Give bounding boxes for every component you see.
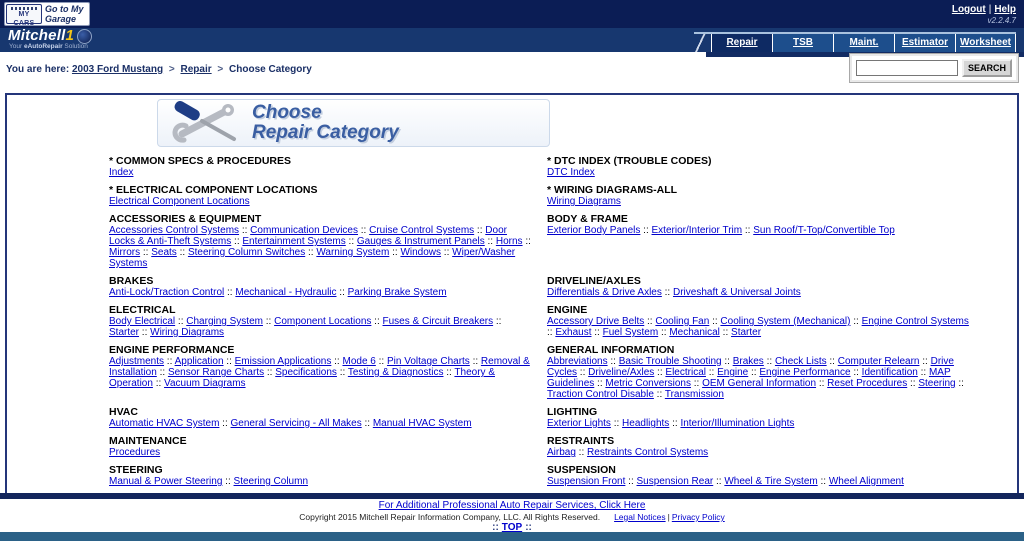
go-to-my-garage-button[interactable] <box>4 2 90 26</box>
page-title-line1: Choose <box>252 102 322 123</box>
category-link[interactable]: Restraints Control Systems <box>587 447 709 458</box>
search-box <box>849 53 1019 83</box>
link-separator: :: <box>140 247 152 258</box>
category-section <box>547 435 985 458</box>
link-separator: :: <box>644 316 656 327</box>
main-content <box>5 93 1019 493</box>
link-separator: :: <box>669 418 681 429</box>
banner-band <box>157 99 550 147</box>
link-separator: :: <box>331 356 343 367</box>
category-link[interactable]: Seats <box>151 247 177 258</box>
category-link[interactable]: Component Locations <box>274 316 372 327</box>
category-links <box>109 418 533 429</box>
category-link[interactable]: DTC Index <box>547 167 595 178</box>
link-separator: :: <box>850 367 862 378</box>
category-link[interactable]: Fuel System <box>602 327 659 338</box>
category-link[interactable]: Application <box>174 356 224 367</box>
category-link[interactable]: Suspension Rear <box>636 476 714 487</box>
category-row <box>109 155 985 184</box>
category-link[interactable]: Wiper/Washer Systems <box>109 247 516 269</box>
category-row <box>109 213 985 275</box>
category-link[interactable]: Gauges & Instrument Panels <box>356 236 485 247</box>
breadcrumb-vehicle-link[interactable]: 2003 Ford Mustang <box>71 64 164 75</box>
breadcrumb-repair-link[interactable]: Repair <box>180 64 212 75</box>
link-separator: :: <box>484 236 496 247</box>
plate-label: MY CARS <box>13 11 35 27</box>
category-link[interactable]: Cruise Control Systems <box>369 225 475 236</box>
category-section <box>109 184 547 207</box>
category-link[interactable]: Abbreviations <box>547 356 608 367</box>
category-heading: ENGINE <box>547 304 588 316</box>
link-separator: :: <box>176 247 188 258</box>
category-heading: ACCESSORIES & EQUIPMENT <box>109 213 262 225</box>
link-separator: :: <box>742 225 754 236</box>
search-input[interactable] <box>856 60 958 76</box>
category-links <box>547 196 971 207</box>
category-link[interactable]: Manual HVAC System <box>372 418 472 429</box>
page-title-line2: Repair Category <box>252 122 399 143</box>
category-section <box>109 304 547 338</box>
category-link[interactable]: Mechanical <box>669 327 720 338</box>
mitchell1-logo <box>8 28 92 44</box>
brand-name: Mitchell <box>8 27 66 44</box>
category-link[interactable]: Traction Control Disable <box>547 389 654 400</box>
category-link[interactable]: Electrical Component Locations <box>109 196 250 207</box>
top-bar <box>0 0 1024 28</box>
category-section <box>109 435 547 458</box>
category-link[interactable]: Starter <box>109 327 140 338</box>
category-link[interactable]: Accessories Control Systems <box>109 225 240 236</box>
category-link[interactable]: OEM General Information <box>702 378 817 389</box>
category-row <box>109 406 985 435</box>
link-separator: :: <box>474 225 486 236</box>
link-separator: :: <box>222 476 234 487</box>
category-link[interactable]: Wiring Diagrams <box>150 327 225 338</box>
legal-separator: | <box>667 512 670 522</box>
category-link[interactable]: Wheel & Tire System <box>724 476 818 487</box>
category-links <box>547 287 971 298</box>
category-link[interactable]: Computer Relearn <box>837 356 920 367</box>
category-links <box>547 316 971 338</box>
category-link[interactable]: Adjustments <box>109 356 165 367</box>
link-separator: :: <box>361 418 373 429</box>
category-heading: * DTC INDEX (TROUBLE CODES) <box>547 155 712 167</box>
tab-worksheet[interactable]: Worksheet <box>955 34 1016 52</box>
link-separator: :: <box>917 367 929 378</box>
category-link[interactable]: Reset Procedures <box>827 378 908 389</box>
category-heading: ELECTRICAL <box>109 304 176 316</box>
page-banner <box>7 95 1017 147</box>
category-section <box>109 275 547 298</box>
link-separator: :: <box>575 447 588 458</box>
category-link[interactable]: Drive Cycles <box>547 356 954 378</box>
diagonal-divider <box>694 34 706 52</box>
link-separator: :: <box>336 367 348 378</box>
category-section <box>547 184 985 207</box>
category-link[interactable]: Fuses & Circuit Breakers <box>382 316 494 327</box>
link-separator: :: <box>658 327 670 338</box>
logout-help-separator: | <box>988 4 992 15</box>
tab-tsb[interactable]: TSB <box>772 34 833 52</box>
globe-badge-icon <box>77 29 92 44</box>
category-row <box>109 304 985 344</box>
link-separator: :: <box>850 316 862 327</box>
category-heading: ENGINE PERFORMANCE <box>109 344 235 356</box>
category-heading: SUSPENSION <box>547 464 616 476</box>
category-link[interactable]: Wiring Diagrams <box>547 196 621 207</box>
category-link[interactable]: Procedures <box>109 447 161 458</box>
category-link[interactable]: Suspension Front <box>547 476 626 487</box>
main-tab-bar <box>694 32 1016 52</box>
link-separator: :: <box>577 367 589 378</box>
help-link[interactable]: Help <box>994 4 1016 15</box>
category-heading: * COMMON SPECS & PROCEDURES <box>109 155 292 167</box>
link-separator: :: <box>164 356 175 367</box>
link-separator: :: <box>305 247 317 258</box>
category-links <box>547 447 971 458</box>
category-link[interactable]: Vacuum Diagrams <box>164 378 246 389</box>
breadcrumb-separator: > <box>217 64 224 75</box>
category-link[interactable]: Driveline/Axles <box>588 367 655 378</box>
link-separator: :: <box>607 356 619 367</box>
category-links <box>547 356 971 400</box>
link-separator: :: <box>690 378 703 389</box>
bottom-steel-bar <box>0 532 1024 541</box>
category-heading: BODY & FRAME <box>547 213 628 225</box>
tab-repair[interactable]: Repair <box>711 34 772 52</box>
category-heading: HVAC <box>109 406 138 418</box>
category-link[interactable]: Headlights <box>622 418 670 429</box>
category-link[interactable]: Cooling Fan <box>655 316 710 327</box>
category-links <box>109 316 533 338</box>
link-separator: :: <box>955 378 964 389</box>
link-separator: :: <box>610 418 623 429</box>
category-list <box>7 147 1017 493</box>
category-link[interactable]: Engine <box>717 367 749 378</box>
category-section <box>547 304 985 338</box>
garage-button-label: Go to My Garage <box>45 4 84 24</box>
category-link[interactable]: Manual & Power Steering <box>109 476 223 487</box>
link-separator: :: <box>345 236 357 247</box>
footer <box>0 499 1024 532</box>
category-heading: STEERING <box>109 464 163 476</box>
link-separator: :: <box>262 316 275 327</box>
category-link[interactable]: Mechanical - Hydraulic <box>235 287 337 298</box>
brand-tagline: Your eAutoRepair Solution <box>9 43 88 50</box>
category-link[interactable]: Mirrors <box>109 247 141 258</box>
category-link[interactable]: Mode 6 <box>342 356 376 367</box>
search-button[interactable]: SEARCH <box>962 59 1012 77</box>
link-separator: :: <box>443 367 455 378</box>
category-link[interactable]: Theory & Operation <box>109 367 495 389</box>
link-separator: :: <box>653 389 665 400</box>
category-link[interactable]: Warning System <box>316 247 390 258</box>
link-separator: :: <box>358 225 370 236</box>
link-separator: :: <box>389 247 401 258</box>
copyright-text: Copyright 2015 Mitchell Repair Information Company, LLC. All Rights Reserved. <box>299 512 601 522</box>
category-section <box>109 406 547 429</box>
category-section <box>547 155 985 178</box>
top-bar-right <box>952 4 1016 25</box>
category-link[interactable]: Charging System <box>186 316 263 327</box>
category-section <box>547 464 985 487</box>
category-link[interactable]: Interior/Illumination Lights <box>680 418 795 429</box>
link-separator: :: <box>763 356 775 367</box>
category-row <box>109 464 985 493</box>
link-separator: :: <box>817 476 829 487</box>
link-separator: :: <box>594 378 606 389</box>
category-heading: * WIRING DIAGRAMS-ALL <box>547 184 678 196</box>
link-separator: :: <box>919 356 931 367</box>
category-link[interactable]: Horns <box>495 236 523 247</box>
breadcrumb-current: Choose Category <box>229 64 312 75</box>
category-heading: RESTRAINTS <box>547 435 615 447</box>
category-link[interactable]: Anti-Lock/Traction Control <box>109 287 225 298</box>
link-separator: :: <box>336 287 348 298</box>
category-link[interactable]: Engine Control Systems <box>861 316 969 327</box>
category-link[interactable]: Automatic HVAC System <box>109 418 220 429</box>
category-link[interactable]: Cooling System (Mechanical) <box>720 316 851 327</box>
link-separator: :: <box>654 367 666 378</box>
link-separator: :: <box>826 356 838 367</box>
additional-services-link[interactable]: For Additional Professional Auto Repair Services, Click Here <box>378 500 646 511</box>
category-section <box>109 213 547 269</box>
category-link[interactable]: Removal & Installation <box>109 356 530 378</box>
category-heading: * ELECTRICAL COMPONENT LOCATIONS <box>109 184 318 196</box>
top-suffix: :: <box>525 522 532 533</box>
category-links <box>109 196 533 207</box>
link-separator: :: <box>661 287 673 298</box>
link-separator: :: <box>705 367 718 378</box>
category-link[interactable]: Airbag <box>547 447 576 458</box>
category-section <box>547 406 985 429</box>
category-link[interactable]: Entertainment Systems <box>242 236 346 247</box>
category-link[interactable]: Steering Column Switches <box>187 247 306 258</box>
link-separator: :: <box>375 356 387 367</box>
tab-maint[interactable]: Maint. <box>833 34 894 52</box>
category-link[interactable]: General Servicing - All Makes <box>230 418 362 429</box>
category-link[interactable]: Exhaust <box>555 327 592 338</box>
category-link[interactable]: MAP Guidelines <box>547 367 951 389</box>
link-separator: :: <box>719 327 732 338</box>
category-links <box>547 418 971 429</box>
link-separator: :: <box>547 327 556 338</box>
category-link[interactable]: Differentials & Drive Axles <box>547 287 662 298</box>
category-section <box>109 344 547 389</box>
link-separator: :: <box>223 356 235 367</box>
link-separator: :: <box>152 378 165 389</box>
category-link[interactable]: Electrical <box>665 367 706 378</box>
category-section <box>109 464 547 487</box>
category-section <box>109 155 547 178</box>
link-separator: :: <box>239 225 251 236</box>
category-links <box>109 287 533 298</box>
category-link[interactable]: Transmission <box>664 389 724 400</box>
link-separator: :: <box>721 356 733 367</box>
link-separator: :: <box>441 247 453 258</box>
category-links <box>109 476 533 487</box>
brand-band <box>0 28 1024 52</box>
crossed-tools-icon <box>168 101 240 145</box>
link-separator: :: <box>139 327 151 338</box>
top-prefix: :: <box>492 522 499 533</box>
category-link[interactable]: Parking Brake System <box>347 287 447 298</box>
category-link[interactable]: Specifications <box>275 367 337 378</box>
link-separator: :: <box>907 378 919 389</box>
category-link[interactable]: Steering <box>918 378 956 389</box>
privacy-policy-link[interactable]: Privacy Policy <box>671 512 725 522</box>
link-separator: :: <box>591 327 603 338</box>
category-link[interactable]: Index <box>109 167 134 178</box>
category-link[interactable]: Identification <box>861 367 918 378</box>
category-heading: MAINTENANCE <box>109 435 187 447</box>
category-link[interactable]: Sensor Range Charts <box>167 367 265 378</box>
link-separator: :: <box>640 225 652 236</box>
link-separator: :: <box>156 367 168 378</box>
category-link[interactable]: Sun Roof/T-Top/Convertible Top <box>753 225 895 236</box>
breadcrumb <box>6 64 312 75</box>
category-links <box>109 356 533 389</box>
category-section <box>547 344 985 400</box>
category-link[interactable]: Steering Column <box>233 476 309 487</box>
category-link[interactable]: Basic Trouble Shooting <box>618 356 722 367</box>
category-row <box>109 435 985 464</box>
category-links <box>547 476 971 487</box>
category-link[interactable]: Body Electrical <box>109 316 176 327</box>
category-links <box>547 167 971 178</box>
category-link[interactable]: Wheel Alignment <box>828 476 904 487</box>
link-separator: :: <box>224 287 236 298</box>
tab-estimator[interactable]: Estimator <box>894 34 955 52</box>
category-row <box>109 275 985 304</box>
category-link[interactable]: Communication Devices <box>250 225 358 236</box>
link-separator: :: <box>713 476 725 487</box>
category-heading: LIGHTING <box>547 406 598 418</box>
category-heading: GENERAL INFORMATION <box>547 344 675 356</box>
category-link[interactable]: Accessory Drive Belts <box>547 316 645 327</box>
brand-one: 1 <box>65 27 74 44</box>
my-cars-plate-icon <box>6 4 42 27</box>
category-row <box>109 344 985 406</box>
category-link[interactable]: Windows <box>400 247 442 258</box>
category-links <box>547 225 971 236</box>
link-separator: :: <box>816 378 828 389</box>
version-label: v2.2.4.7 <box>987 16 1016 25</box>
category-link[interactable]: Exterior Lights <box>547 418 611 429</box>
category-link[interactable]: Pin Voltage Charts <box>386 356 470 367</box>
category-link[interactable]: Metric Conversions <box>605 378 691 389</box>
category-link[interactable]: Check Lists <box>774 356 827 367</box>
category-link[interactable]: Brakes <box>732 356 764 367</box>
breadcrumb-separator: > <box>168 64 175 75</box>
category-link[interactable]: Driveshaft & Universal Joints <box>672 287 801 298</box>
category-heading: DRIVELINE/AXLES <box>547 275 641 287</box>
category-links <box>109 225 533 269</box>
link-separator: :: <box>175 316 187 327</box>
category-section <box>547 213 985 236</box>
category-link[interactable]: Testing & Diagnostics <box>347 367 444 378</box>
back-to-top-link[interactable]: TOP <box>501 522 523 533</box>
category-link[interactable]: Starter <box>731 327 762 338</box>
category-section <box>547 275 985 298</box>
link-separator: :: <box>709 316 721 327</box>
categories-table <box>109 155 985 493</box>
link-separator: :: <box>371 316 383 327</box>
logout-link[interactable]: Logout <box>951 4 986 15</box>
category-link[interactable]: Exterior/Interior Trim <box>651 225 743 236</box>
category-link[interactable]: Engine Performance <box>759 367 851 378</box>
link-separator: :: <box>219 418 231 429</box>
breadcrumb-row <box>0 57 1024 85</box>
category-link[interactable]: Emission Applications <box>234 356 332 367</box>
category-link[interactable]: Exterior Body Panels <box>547 225 641 236</box>
link-separator: :: <box>469 356 481 367</box>
category-links <box>109 167 533 178</box>
breadcrumb-prefix: You are here: <box>6 64 70 75</box>
legal-notices-link[interactable]: Legal Notices <box>614 512 666 522</box>
link-separator: :: <box>264 367 276 378</box>
link-separator: :: <box>493 316 502 327</box>
category-heading: BRAKES <box>109 275 154 287</box>
category-links <box>109 447 533 458</box>
link-separator: :: <box>231 236 243 247</box>
link-separator: :: <box>625 476 637 487</box>
category-link[interactable]: Door Locks & Anti-Theft Systems <box>109 225 507 247</box>
link-separator: :: <box>522 236 531 247</box>
link-separator: :: <box>748 367 760 378</box>
category-row <box>109 184 985 213</box>
